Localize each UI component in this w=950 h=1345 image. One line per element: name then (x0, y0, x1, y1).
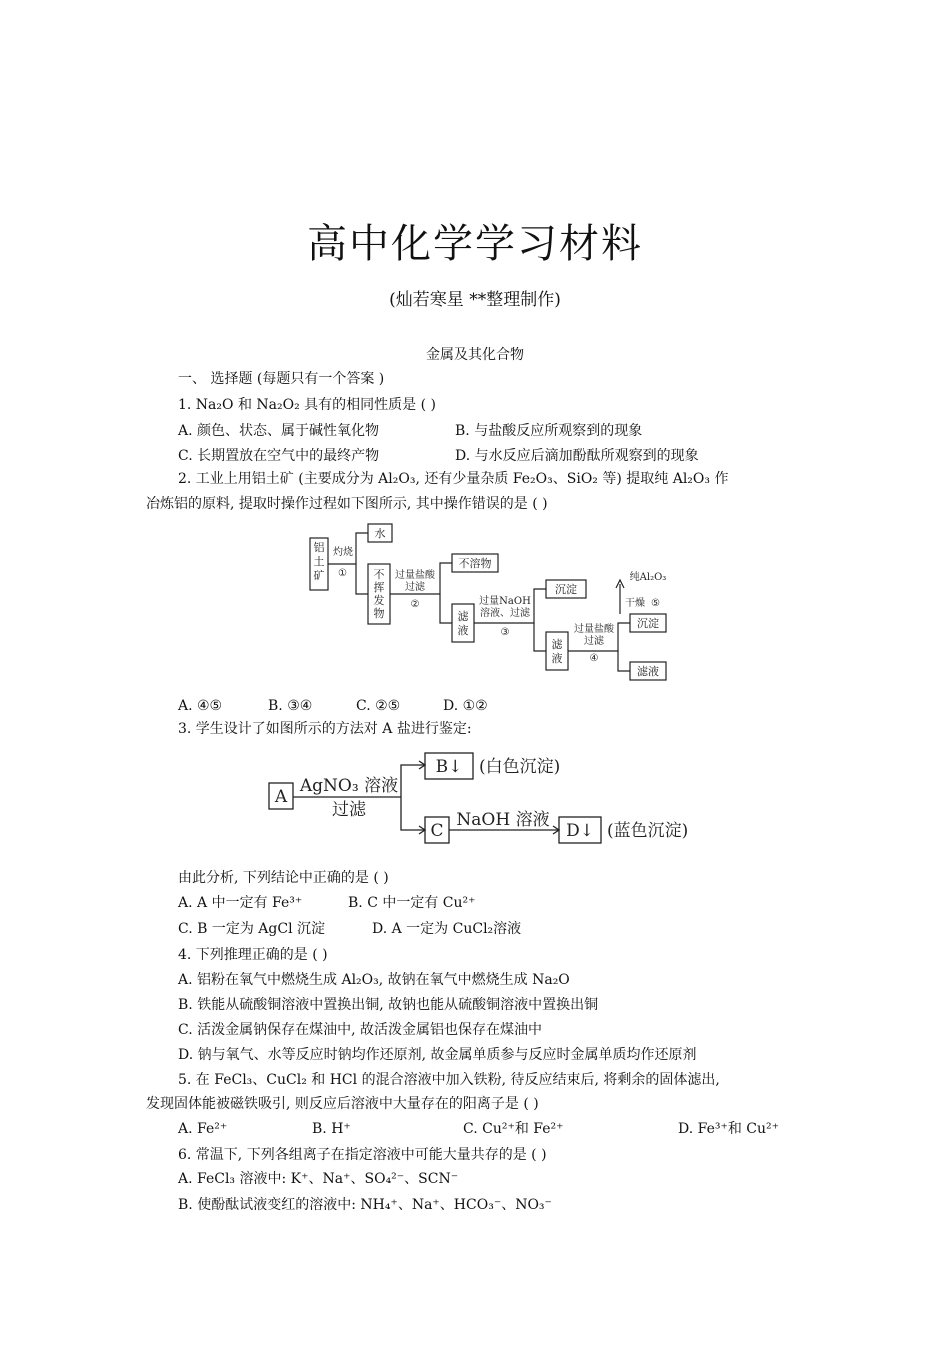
nonvol-char-1: 不 (373, 568, 385, 581)
document-subtitle: (灿若寒星 **整理制作) (389, 290, 561, 310)
q5-option-d: D. Fe³⁺和 Cu²⁺ (678, 1121, 780, 1137)
ore-char-1: 铝 (313, 541, 325, 554)
label-white-precipitate: (白色沉淀) (479, 757, 561, 777)
naoh-label: 过量NaOH (479, 596, 531, 607)
nonvol-char-3: 发 (373, 594, 385, 607)
acid-filter-2-label: 过量盐酸 (574, 624, 614, 635)
q6-option-b: B. 使酚酞试液变红的溶液中: NH₄⁺、Na⁺、HCO₃⁻、NO₃⁻ (178, 1197, 552, 1213)
ore-char-2: 土 (313, 555, 325, 568)
ore-char-3: 矿 (313, 569, 325, 582)
precipitate-1-label: 沉淀 (555, 583, 577, 596)
filter-2-label: 过滤 (584, 636, 604, 647)
section-title: 金属及其化合物 (426, 347, 524, 363)
calcine-label: 灼烧 (333, 547, 353, 558)
label-naoh: NaOH 溶液 (456, 810, 550, 830)
q6-option-a: A. FeCl₃ 溶液中: K⁺、Na⁺、SO₄²⁻、SCN⁻ (178, 1171, 459, 1187)
label-a: A (274, 787, 288, 807)
filtrate-1-char-2: 液 (457, 624, 469, 637)
document-title: 高中化学学习材料 (307, 221, 643, 267)
q1-option-c: C. 长期置放在空气中的最终产物 (178, 448, 380, 464)
label-d: D↓ (566, 821, 594, 841)
q6-stem: 6. 常温下, 下列各组离子在指定溶液中可能大量共存的是 ( ) (178, 1147, 547, 1163)
nonvol-char-4: 物 (373, 607, 385, 620)
q5-option-a: A. Fe²⁺ (178, 1121, 228, 1137)
label-b: B↓ (435, 757, 463, 777)
q2-option-b: B. ③④ (268, 698, 313, 714)
q2-option-a: A. ④⑤ (178, 698, 223, 714)
q1-option-b: B. 与盐酸反应所观察到的现象 (455, 423, 643, 439)
acid-filter-1-label: 过量盐酸 (395, 570, 435, 581)
label-agno3: AgNO₃ 溶液 (299, 776, 399, 796)
filtrate-2-char-2: 液 (551, 652, 563, 665)
q2-flow-diagram (300, 518, 680, 686)
q3-option-b: B. C 中一定有 Cu²⁺ (348, 895, 476, 911)
label-blue-precipitate: (蓝色沉淀) (607, 821, 689, 841)
q4-option-b: B. 铁能从硫酸铜溶液中置换出铜, 故钠也能从硫酸铜溶液中置换出铜 (178, 997, 599, 1013)
precipitate-2-label: 沉淀 (637, 617, 659, 630)
q1-option-d: D. 与水反应后滴加酚酞所观察到的现象 (455, 448, 699, 464)
step4-label: ④ (589, 653, 599, 664)
label-filter: 过滤 (332, 800, 366, 820)
q4-option-a: A. 铝粉在氧气中燃烧生成 Al₂O₃, 故钠在氧气中燃烧生成 Na₂O (178, 972, 570, 988)
filtrate-2-char-1: 滤 (551, 638, 563, 651)
q1-stem: 1. Na₂O 和 Na₂O₂ 具有的相同性质是 ( ) (178, 397, 436, 413)
q4-option-d: D. 钠与氧气、水等反应时钠均作还原剂, 故金属单质参与反应时金属单质均作还原剂 (178, 1047, 697, 1063)
naoh-filter-label: 溶液、过滤 (480, 608, 530, 619)
q3-analysis: 由此分析, 下列结论中正确的是 ( ) (178, 870, 389, 886)
q3-option-c: C. B 一定为 AgCl 沉淀 (178, 921, 326, 937)
q4-option-c: C. 活泼金属钠保存在煤油中, 故活泼金属铝也保存在煤油中 (178, 1022, 543, 1038)
nonvol-char-2: 挥 (373, 581, 385, 594)
q5-stem-line1: 5. 在 FeCl₃、CuCl₂ 和 HCl 的混合溶液中加入铁粉, 待反应结束后, 将剩余的固体滤出, (178, 1072, 720, 1088)
q3-diagram (265, 745, 720, 855)
q2-stem-line1: 2. 工业上用铝土矿 (主要成分为 Al₂O₃, 还有少量杂质 Fe₂O₃、SiO₂ 等) 提取纯 Al₂O₃ 作 (178, 471, 729, 487)
step3-label: ③ (500, 627, 510, 638)
q3-option-d: D. A 一定为 CuCl₂溶液 (372, 921, 522, 937)
q2-stem-line2: 冶炼铝的原料, 提取时操作过程如下图所示, 其中操作错误的是 ( ) (146, 496, 548, 512)
step1-label: ① (338, 568, 347, 579)
q5-option-b: B. H⁺ (312, 1121, 351, 1137)
q5-option-c: C. Cu²⁺和 Fe²⁺ (463, 1121, 564, 1137)
step5-label: ⑤ (651, 598, 660, 609)
insoluble-label: 不溶物 (458, 557, 492, 570)
pure-al2o3-label: 纯Al₂O₃ (629, 572, 667, 583)
step2-label: ② (410, 599, 420, 610)
label-c: C (430, 821, 444, 841)
dry-label: 干燥 (625, 598, 645, 609)
filter-1-label: 过滤 (405, 582, 425, 593)
q5-stem-line2: 发现固体能被磁铁吸引, 则反应后溶液中大量存在的阳离子是 ( ) (146, 1096, 539, 1112)
q2-option-d: D. ①② (443, 698, 488, 714)
filtrate-1-char-1: 滤 (457, 610, 469, 623)
q1-option-a: A. 颜色、状态、属于碱性氧化物 (178, 423, 380, 439)
water-label: 水 (374, 527, 386, 540)
q4-stem: 4. 下列推理正确的是 ( ) (178, 947, 328, 963)
part-heading: 一、 选择题 (每题只有一个答案 ) (178, 371, 385, 387)
filtrate-3-label: 滤液 (637, 665, 659, 678)
q3-stem: 3. 学生设计了如图所示的方法对 A 盐进行鉴定: (178, 721, 472, 737)
q3-option-a: A. A 中一定有 Fe³⁺ (178, 895, 303, 911)
q2-option-c: C. ②⑤ (356, 698, 401, 714)
